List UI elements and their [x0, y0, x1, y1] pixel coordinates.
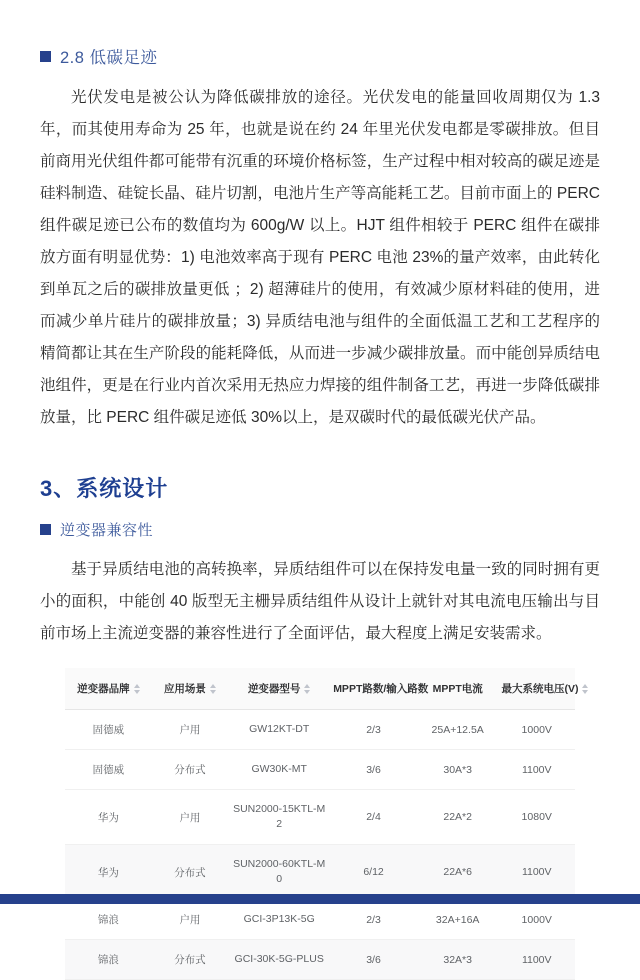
cell-volt: 1080V [498, 790, 575, 845]
column-header-label: MPPT电流 [432, 683, 483, 695]
page-footer-bar [0, 894, 640, 904]
cell-volt: 1100V [498, 845, 575, 900]
table-row [65, 940, 575, 980]
column-header-label: MPPT路数/输入路数 [333, 683, 429, 695]
cell-model: GCI-30K-5G-PLUS [228, 940, 330, 980]
cell-scene: 分布式 [152, 845, 229, 900]
cell-current: 22A*2 [417, 790, 499, 845]
section-heading-inverter-compat [40, 519, 600, 540]
cell-current: 30A*3 [417, 750, 499, 790]
column-header-scene[interactable] [152, 668, 229, 710]
cell-brand: 锦浪 [65, 900, 152, 940]
low-carbon-paragraph: 光伏发电是被公认为降低碳排放的途径。光伏发电的能量回收周期仅为 1.3 年，而其使用寿命为 25 年，也就是说在约 24 年里光伏发电都是零碳排放。但目前商用光伏组件都可能带有沉重的环境价格标签，生产过程中相对较高的碳足迹是硅料制造、硅锭长晶、硅片切割，电池片生产等高能耗工艺。目前市面上的 PERC 组件碳足迹已公布的数值均为 600g/W 以上。HJT 组件相较于 PERC 组件在碳排放方面有明显优势：1) 电池效率高于现有 PERC 电池 23%的量产效率，由此转化到单瓦之后的碳排放量更低 ；2) 超薄硅片的使用，有效减少原材料硅的使用，进而减少单片硅片的碳排放量；3) 异质结电池与组件的全面低温工艺和工艺程序的精简都让其在生产阶段的能耗降低，从而进一步减少碳排放量。而中能创异质结电池组件，更是在行业内首次采用无热应力焊接的组件制备工艺，再进一步降低碳排放量，比 PERC 组件碳足迹低 30%以上，是双碳时代的最低碳光伏产品。 [40, 89, 600, 426]
cell-model: SUN2000-15KTL-M2 [228, 790, 330, 845]
cell-scene: 户用 [152, 790, 229, 845]
column-header-current [417, 668, 499, 710]
square-bullet-icon [40, 524, 51, 535]
cell-scene: 户用 [152, 710, 229, 750]
section-heading-low-carbon [40, 44, 600, 68]
section-heading-label: 2.8 低碳足迹 [60, 49, 158, 67]
column-header-label: 应用场景 [163, 683, 206, 695]
column-header-brand[interactable] [65, 668, 152, 710]
cell-paths: 3/6 [330, 750, 417, 790]
column-header-model[interactable] [228, 668, 330, 710]
sort-icon[interactable] [134, 684, 140, 694]
cell-volt: 1100V [498, 750, 575, 790]
column-header-volt[interactable] [498, 668, 579, 710]
cell-volt: 1000V [498, 710, 575, 750]
table-row [65, 750, 575, 790]
column-header-label: 逆变器型号 [247, 683, 301, 695]
cell-volt: 1100V [498, 940, 575, 980]
cell-brand: 锦浪 [65, 940, 152, 980]
table-row [65, 710, 575, 750]
sort-icon[interactable] [304, 684, 310, 694]
table-header-row [65, 668, 575, 710]
table-row [65, 790, 575, 845]
cell-current: 25A+12.5A [417, 710, 499, 750]
cell-paths: 3/6 [330, 940, 417, 980]
column-header-label: 最大系统电压(V) [501, 683, 579, 695]
section-heading-label: 逆变器兼容性 [60, 522, 154, 539]
inverter-compat-table [65, 668, 579, 980]
cell-paths: 2/3 [330, 900, 417, 940]
column-header-label: 逆变器品牌 [77, 683, 130, 695]
cell-paths: 6/12 [330, 845, 417, 900]
sort-icon[interactable] [582, 684, 588, 694]
inverter-compat-paragraph: 基于异质结电池的高转换率，异质结组件可以在保持发电量一致的同时拥有更小的面积，中能创 40 版型无主栅异质结组件从设计上就针对其电流电压输出与目前市场上主流逆变器的兼容性进行了全面评估，最大程度上满足安装需求。 [40, 561, 600, 642]
column-header-paths [330, 668, 429, 710]
cell-brand: 固德威 [65, 710, 152, 750]
cell-volt: 1000V [498, 900, 575, 940]
sort-icon[interactable] [210, 684, 216, 694]
table-row [65, 900, 575, 940]
chapter-title: 3、系统设计 [40, 476, 169, 501]
cell-current: 32A*3 [417, 940, 499, 980]
cell-scene: 户用 [152, 900, 229, 940]
cell-scene: 分布式 [152, 750, 229, 790]
cell-paths: 2/3 [330, 710, 417, 750]
inverter-compat-table-wrap [65, 668, 579, 980]
cell-current: 32A+16A [417, 900, 499, 940]
cell-brand: 华为 [65, 845, 152, 900]
table-row [65, 845, 575, 900]
cell-model: GCI-3P13K-5G [228, 900, 330, 940]
cell-current: 22A*6 [417, 845, 499, 900]
cell-brand: 固德威 [65, 750, 152, 790]
square-bullet-icon [40, 51, 51, 62]
cell-paths: 2/4 [330, 790, 417, 845]
cell-brand: 华为 [65, 790, 152, 845]
cell-model: GW12KT-DT [228, 710, 330, 750]
cell-model: SUN2000-60KTL-M0 [228, 845, 330, 900]
cell-scene: 分布式 [152, 940, 229, 980]
cell-model: GW30K-MT [228, 750, 330, 790]
